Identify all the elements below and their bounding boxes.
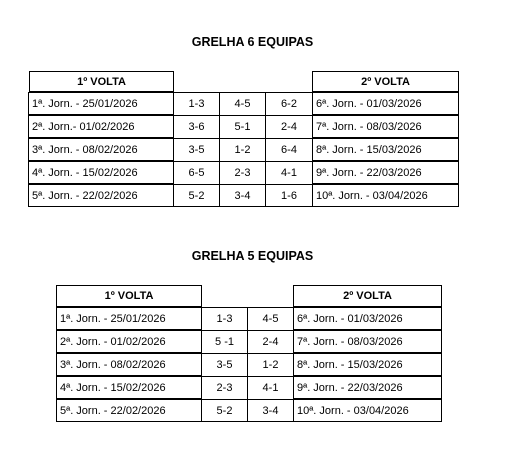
grid-5-title: GRELHA 5 EQUIPAS (191, 249, 314, 263)
grid-5-game: 3-4 (262, 404, 279, 417)
grid-5-first-leg-header: 1º VOLTA (56, 285, 202, 307)
grid-6-game: 2-3 (234, 166, 251, 179)
grid-6-game: 3-5 (188, 143, 205, 156)
grid-5-second-leg-round: 9ª. Jorn. - 22/03/2026 (293, 376, 442, 399)
grid-5-game: 1-2 (262, 358, 279, 371)
grid-6-second-leg-round: 10ª. Jorn. - 03/04/2026 (312, 184, 459, 207)
grid-6-game: 4-1 (281, 166, 297, 179)
grid-5-game: 2-3 (216, 381, 233, 394)
grid-5-first-leg-round: 2ª. Jorn. - 01/02/2026 (56, 330, 202, 353)
grid-5-game: 2-4 (262, 335, 279, 348)
grid-6-second-leg-round: 9ª. Jorn. - 22/03/2026 (312, 161, 459, 184)
grid-6-game: 2-4 (281, 120, 297, 133)
grid-6-game: 6-2 (281, 97, 297, 110)
grid-6-first-leg-round: 2ª. Jorn.- 01/02/2026 (28, 115, 174, 138)
grid-5-second-leg-round: 7ª. Jorn. - 08/03/2026 (293, 330, 442, 353)
grid-5-game: 3-5 (216, 358, 233, 371)
grid-5-game: 4-1 (262, 381, 279, 394)
grid-6-second-leg-round: 8ª. Jorn. - 15/03/2026 (312, 138, 459, 161)
grid-6-game: 5-2 (188, 189, 205, 202)
grid-6-game: 5-1 (234, 120, 251, 133)
grid-6-first-leg-round: 3ª. Jorn. - 08/02/2026 (28, 138, 174, 161)
grid-6-game: 6-4 (281, 143, 297, 156)
grid-5-first-leg-round: 4ª. Jorn. - 15/02/2026 (56, 376, 202, 399)
grid-6-first-leg-round: 5ª. Jorn. - 22/02/2026 (28, 184, 174, 207)
grid-6-second-leg-round: 6ª. Jorn. - 01/03/2026 (312, 92, 459, 115)
grid-6-first-leg-round: 1ª. Jorn. - 25/01/2026 (28, 92, 174, 115)
grid-6-title: GRELHA 6 EQUIPAS (191, 35, 314, 49)
grid-5-game: 5 -1 (215, 335, 234, 348)
grid-6-second-leg-header: 2º VOLTA (312, 71, 459, 92)
grid-6-game: 3-6 (188, 120, 205, 133)
grid-5-second-leg-round: 10ª. Jorn. - 03/04/2026 (293, 399, 442, 422)
grid-5-second-leg-header: 2º VOLTA (293, 285, 442, 307)
grid-5-game: 4-5 (262, 312, 279, 325)
grid-6-game: 4-5 (234, 97, 251, 110)
grid-5-game: 5-2 (216, 404, 233, 417)
grid-6-second-leg-round: 7ª. Jorn. - 08/03/2026 (312, 115, 459, 138)
grid-6-game: 3-4 (234, 189, 251, 202)
grid-5-second-leg-round: 6ª. Jorn. - 01/03/2026 (293, 307, 442, 330)
grid-6-game: 1-6 (281, 189, 297, 202)
grid-6-game: 6-5 (188, 166, 205, 179)
grid-6-game: 1-3 (188, 97, 205, 110)
grid-6-first-leg-header: 1º VOLTA (29, 71, 174, 92)
grid-5-first-leg-round: 3ª. Jorn. - 08/02/2026 (56, 353, 202, 376)
grid-5-second-leg-round: 8ª. Jorn. - 15/03/2026 (293, 353, 442, 376)
grid-6-game: 1-2 (234, 143, 251, 156)
grid-5-first-leg-round: 1ª. Jorn. - 25/01/2026 (56, 307, 202, 330)
grid-6-first-leg-round: 4ª. Jorn. - 15/02/2026 (28, 161, 174, 184)
grid-5-game: 1-3 (216, 312, 233, 325)
grid-5-first-leg-round: 5ª. Jorn. - 22/02/2026 (56, 399, 202, 422)
